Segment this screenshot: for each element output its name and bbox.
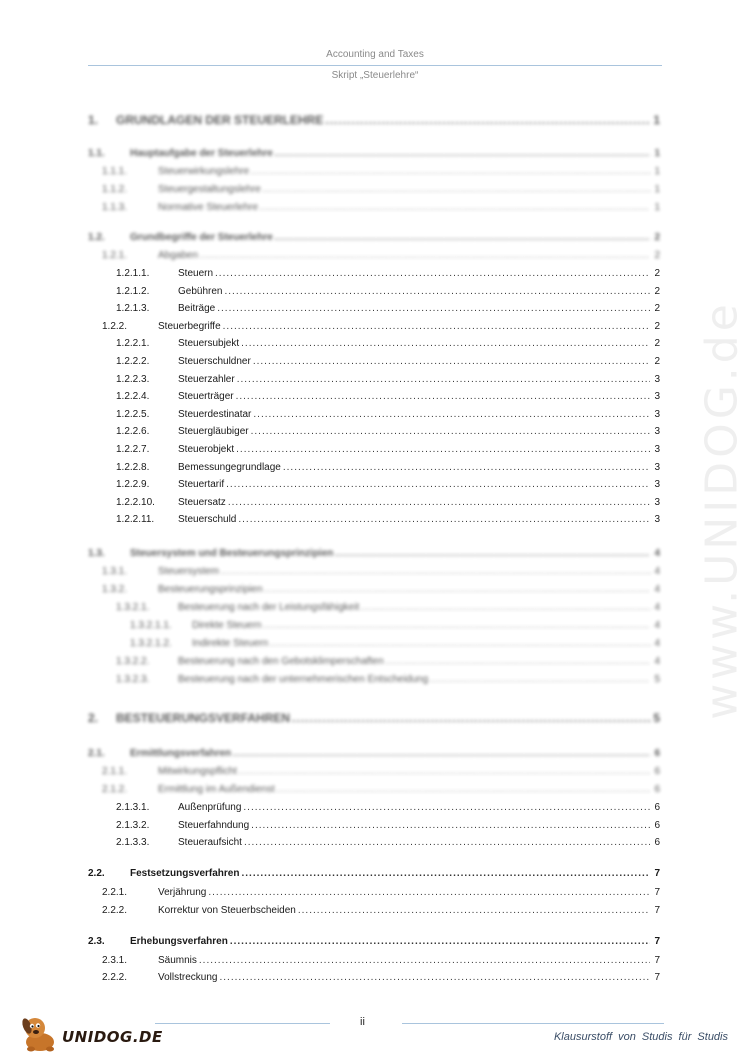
toc-entry[interactable] (88, 336, 660, 352)
footer-rule-left (155, 1023, 330, 1024)
toc-leader-dots (241, 336, 650, 352)
toc-leader-dots (263, 618, 650, 634)
toc-entry[interactable] (88, 953, 660, 969)
toc-title: Grundbegriffe der Steuerlehre (130, 232, 273, 243)
toc-leader-dots (275, 146, 650, 162)
toc-title: Steueraufsicht (178, 837, 242, 848)
toc-number: 2.1.2. (102, 784, 128, 795)
toc-page-number: 3 (654, 408, 660, 420)
toc-number: 1.2.2.4. (116, 391, 150, 403)
toc-title: Steuerschuldner (178, 356, 251, 367)
toc-leader-dots (239, 764, 650, 780)
toc-title: Ermittlungsverfahren (130, 748, 232, 759)
header-subtitle: Skript „Steuerlehre“ (331, 70, 419, 81)
toc-leader-dots (335, 546, 650, 562)
toc-entry[interactable] (88, 442, 660, 458)
toc-page-number: 3 (654, 373, 660, 385)
toc-page-number: 6 (654, 820, 660, 831)
toc-page-number: 1 (654, 184, 660, 195)
toc-page-number: 1 (654, 202, 660, 213)
toc-entry[interactable] (88, 407, 660, 423)
toc-page-number: 3 (654, 444, 660, 455)
toc-number: 1.2.2.6. (116, 426, 150, 438)
toc-leader-dots (253, 407, 650, 423)
toc-leader-dots (236, 442, 650, 458)
toc-page-number: 6 (654, 766, 660, 777)
toc-page-number: 3 (654, 479, 660, 491)
toc-title: Erhebungsverfahren (130, 936, 228, 947)
toc-leader-dots (263, 182, 650, 198)
toc-number: 1.3.2.1.2. (130, 638, 172, 649)
toc-number: 1.1.2. (102, 184, 128, 195)
toc-entry[interactable] (88, 903, 660, 919)
toc-title: GRUNDLAGEN DER STEUERLEHRE (116, 113, 324, 127)
toc-entry[interactable] (88, 885, 660, 901)
toc-entry[interactable] (88, 495, 660, 511)
toc-entry[interactable] (88, 835, 660, 851)
logo-text: UNIDOG.DE (62, 1028, 163, 1046)
toc-entry[interactable] (88, 654, 660, 670)
toc-entry[interactable] (88, 424, 660, 440)
toc-title: Steuersystem (158, 566, 220, 577)
toc-entry[interactable] (88, 582, 660, 598)
toc-title: Steuerträger (178, 391, 234, 403)
toc-leader-dots (298, 903, 650, 919)
toc-page-number: 1 (653, 113, 660, 127)
toc-title: Steuertarif (178, 479, 225, 491)
toc-leader-dots (241, 866, 650, 882)
header-rule (88, 65, 662, 66)
toc-title: Mitwirkungspflicht (158, 766, 237, 777)
page-number: ii (360, 1016, 365, 1028)
toc-number: 1.3.2.1. (116, 602, 150, 613)
toc-number: 1.2.2.5. (116, 408, 150, 420)
toc-entry[interactable] (88, 460, 660, 476)
toc-leader-dots (244, 835, 650, 851)
toc-entry[interactable] (88, 764, 660, 780)
toc-title: Steuergestaltungslehre (158, 184, 261, 195)
toc-leader-dots (243, 800, 650, 816)
toc-number: 1.2.1.3. (116, 303, 150, 315)
toc-entry[interactable] (88, 319, 660, 335)
toc-page-number: 4 (654, 638, 660, 649)
toc-leader-dots (260, 200, 650, 216)
toc-title: Korrektur von Steuerbscheiden (158, 905, 296, 916)
toc-entry[interactable] (88, 710, 660, 726)
toc-page-number: 3 (654, 496, 660, 508)
toc-number: 1.2.2.3. (116, 373, 150, 385)
toc-title: Steuersatz (178, 496, 226, 508)
toc-leader-dots (361, 600, 650, 616)
toc-page-number: 7 (654, 955, 660, 966)
toc-entry[interactable] (88, 230, 660, 246)
toc-entry[interactable] (88, 800, 660, 816)
toc-number: 1.3. (88, 548, 105, 559)
toc-number: 1.3.2.1.1. (130, 620, 172, 631)
toc-number: 1.1. (88, 148, 105, 159)
toc-page-number: 5 (653, 711, 660, 725)
toc-leader-dots (283, 460, 650, 476)
toc-leader-dots (251, 818, 650, 834)
toc-page-number: 2 (654, 285, 660, 297)
toc-entry[interactable] (88, 618, 660, 634)
toc-entry[interactable] (88, 746, 660, 762)
toc-number: 1.3.2.3. (116, 674, 150, 685)
toc-leader-dots (208, 885, 650, 901)
toc-entry[interactable] (88, 477, 660, 493)
toc-entry[interactable] (88, 284, 660, 300)
toc-page-number: 2 (654, 303, 660, 315)
toc-entry[interactable] (88, 934, 660, 950)
toc-leader-dots (237, 372, 650, 388)
toc-page-number: 4 (654, 548, 660, 559)
toc-number: 2.1. (88, 748, 105, 759)
toc-title: Steuersubjekt (178, 338, 240, 350)
toc-entry[interactable] (88, 182, 660, 198)
toc-leader-dots (275, 230, 650, 246)
toc-title: Besteuerung nach der unternehmerischen Entscheidung (178, 674, 429, 685)
toc-title: Abgaben (158, 250, 199, 261)
toc-entry[interactable] (88, 354, 660, 370)
toc-number: 1.1.3. (102, 202, 128, 213)
unidog-logo (18, 1012, 163, 1054)
toc-leader-dots (233, 746, 650, 762)
toc-title: Steuersystem und Besteuerungsprinzipien (130, 548, 334, 559)
toc-page-number: 6 (654, 837, 660, 848)
toc-leader-dots (292, 710, 650, 726)
toc-leader-dots (215, 266, 650, 282)
toc-number: 1.2.2.2. (116, 356, 150, 367)
toc-number: 1.3.2. (102, 584, 128, 595)
toc-number: 2.1.3.3. (116, 837, 150, 848)
toc-number: 1.2. (88, 232, 105, 243)
toc-number: 2.2.2. (102, 972, 128, 983)
toc-entry[interactable] (88, 266, 660, 282)
toc-page-number: 3 (654, 391, 660, 403)
toc-leader-dots (325, 112, 650, 128)
toc-page-number: 4 (654, 620, 660, 631)
toc-number: 1.2.1.2. (116, 285, 150, 297)
toc-title: Verjährung (158, 887, 207, 898)
toc-title: Steuerzahler (178, 373, 235, 385)
toc-entry[interactable] (88, 866, 660, 882)
toc-number: 1.1.1. (102, 166, 128, 177)
toc-page-number: 2 (654, 338, 660, 350)
toc-number: 2.1.3.2. (116, 820, 150, 831)
toc-number: 1.2.2.1. (116, 338, 150, 350)
toc-number: 1.2.1. (102, 250, 128, 261)
toc-title: Bemessungegrundlage (178, 461, 281, 473)
toc-page-number: 3 (654, 461, 660, 473)
toc-title: Steuergläubiger (178, 426, 249, 438)
toc-entry[interactable] (88, 200, 660, 216)
toc-title: Gebühren (178, 285, 223, 297)
toc-page-number: 7 (654, 936, 660, 947)
toc-number: 1.2.2. (102, 320, 128, 332)
toc-entry[interactable] (88, 248, 660, 264)
toc-page-number: 4 (654, 584, 660, 595)
toc-page-number: 6 (654, 784, 660, 795)
toc-entry[interactable] (88, 782, 660, 798)
toc-number: 1.2.2.9. (116, 479, 150, 491)
toc-title: Säumnis (158, 955, 197, 966)
toc-title: Außenprüfung (178, 802, 242, 813)
toc-page-number: 7 (654, 905, 660, 916)
toc-page-number: 6 (654, 802, 660, 813)
toc-title: Steuerschuld (178, 514, 237, 526)
toc-number: 2.1.1. (102, 766, 128, 777)
toc-page-number: 7 (654, 887, 660, 898)
toc-leader-dots (223, 319, 650, 335)
watermark (696, 250, 748, 770)
toc-entry[interactable] (88, 301, 660, 317)
toc-leader-dots (236, 389, 650, 405)
toc-leader-dots (265, 582, 650, 598)
toc-title: Festsetzungsverfahren (130, 868, 240, 879)
toc-leader-dots (251, 164, 650, 180)
toc-page-number: 6 (654, 748, 660, 759)
toc-leader-dots (386, 654, 650, 670)
footer-rule-right (402, 1023, 664, 1024)
toc-title: Steuern (178, 268, 214, 279)
toc-page-number: 2 (654, 250, 660, 261)
toc-page-number: 4 (654, 656, 660, 667)
toc-number: 2.2.2. (102, 905, 128, 916)
toc-title: Normative Steuerlehre (158, 202, 259, 213)
toc-leader-dots (230, 934, 650, 950)
toc-number: 1. (88, 113, 99, 127)
toc-number: 2.2. (88, 868, 105, 879)
footer-tagline: Klausurstoff von Studis für Studis (553, 1031, 728, 1043)
toc-entry[interactable] (88, 164, 660, 180)
toc-entry[interactable] (88, 564, 660, 580)
toc-title: Steuerbegriffe (158, 320, 221, 332)
toc-title: Beiträge (178, 303, 216, 315)
toc-number: 2.3. (88, 936, 105, 947)
toc-title: Besteuerung nach den Gebotsklimperschaften (178, 656, 384, 667)
toc-page-number: 1 (654, 166, 660, 177)
toc-page-number: 7 (654, 868, 660, 879)
dog-mascot-icon (18, 1012, 62, 1054)
toc-page-number: 5 (654, 674, 660, 685)
toc-title: BESTEUERUNGSVERFAHREN (116, 711, 291, 725)
toc-number: 1.2.2.7. (116, 444, 150, 455)
toc-title: Vollstreckung (158, 972, 218, 983)
toc-title: Steuerobjekt (178, 444, 235, 455)
toc-number: 2.1.3.1. (116, 802, 150, 813)
toc-number: 1.2.2.8. (116, 461, 150, 473)
toc-page-number: 2 (654, 268, 660, 279)
toc-leader-dots (277, 782, 650, 798)
toc-page-number: 7 (654, 972, 660, 983)
toc-leader-dots (217, 301, 650, 317)
toc-leader-dots (219, 970, 650, 986)
toc-leader-dots (224, 284, 650, 300)
toc-leader-dots (270, 636, 650, 652)
toc-number: 2.3.1. (102, 955, 128, 966)
toc-number: 1.2.2.10. (116, 496, 155, 508)
toc-title: Indirekte Steuern (192, 638, 269, 649)
toc-entry[interactable] (88, 636, 660, 652)
toc-page-number: 2 (654, 232, 660, 243)
toc-entry[interactable] (88, 146, 660, 162)
page-header (88, 48, 662, 83)
toc-page-number: 3 (654, 426, 660, 438)
toc-page-number: 3 (654, 514, 660, 526)
toc-entry[interactable] (88, 672, 660, 688)
toc-leader-dots (226, 477, 650, 493)
toc-page-number: 2 (654, 356, 660, 367)
toc-entry[interactable] (88, 970, 660, 986)
toc-entry[interactable] (88, 512, 660, 528)
toc-page-number: 2 (654, 320, 660, 332)
toc-leader-dots (221, 564, 650, 580)
toc-number: 1.3.2.2. (116, 656, 150, 667)
toc-leader-dots (199, 953, 650, 969)
toc-page-number: 4 (654, 602, 660, 613)
toc-leader-dots (253, 354, 650, 370)
toc-page-number: 1 (654, 148, 660, 159)
toc-leader-dots (251, 424, 650, 440)
toc-title: Besteuerung nach der Leistungsfähigkeit (178, 602, 360, 613)
toc-title: Ermittlung im Außendienst (158, 784, 275, 795)
toc-number: 1.2.1.1. (116, 268, 150, 279)
toc-title: Steuerwirkungslehre (158, 166, 250, 177)
toc-number: 2.2.1. (102, 887, 128, 898)
toc-entry[interactable] (88, 112, 660, 128)
toc-title: Direkte Steuern (192, 620, 262, 631)
toc-page-number: 4 (654, 566, 660, 577)
toc-title: Hauptaufgabe der Steuerlehre (130, 148, 273, 159)
toc-leader-dots (430, 672, 650, 688)
toc-leader-dots (238, 512, 650, 528)
toc-entry[interactable] (88, 546, 660, 562)
toc-number: 2. (88, 711, 99, 725)
toc-title: Besteuerungsprinzipien (158, 584, 263, 595)
toc-title: Steuerfahndung (178, 820, 250, 831)
toc-leader-dots (228, 495, 650, 511)
toc-number: 1.2.2.11. (116, 514, 155, 526)
toc-title: Steuerdestinatar (178, 408, 252, 420)
watermark-text: www.UNIDOG.de (696, 300, 748, 720)
toc-entry[interactable] (88, 818, 660, 834)
toc-entry[interactable] (88, 600, 660, 616)
toc-entry[interactable] (88, 389, 660, 405)
toc-number: 1.3.1. (102, 566, 128, 577)
toc-entry[interactable] (88, 372, 660, 388)
toc-leader-dots (200, 248, 650, 264)
header-title: Accounting and Taxes (326, 49, 424, 60)
